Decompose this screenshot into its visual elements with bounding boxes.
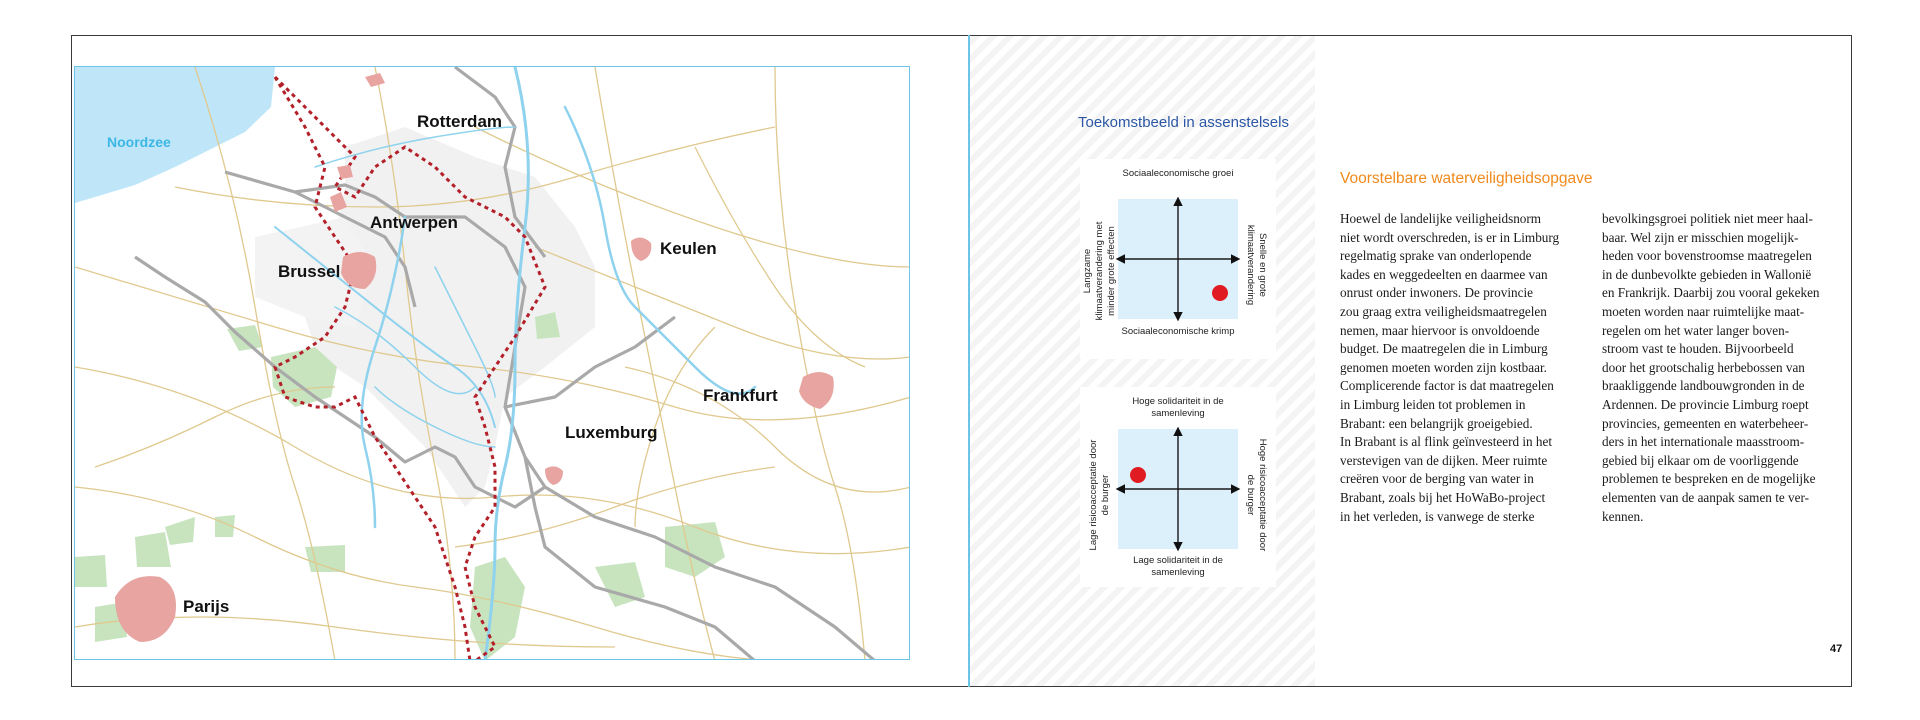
article-line: Complicerende factor is dat maatregelen — [1340, 378, 1554, 394]
article-line: moeten worden naar ruimtelijke maat- — [1602, 303, 1805, 319]
article-line: regelen om het water langer boven- — [1602, 322, 1790, 338]
axis2-right-label — [1244, 435, 1268, 555]
article-line: provincies, gemeenten en waterbeheer- — [1602, 415, 1809, 431]
axes-panel-title: Toekomstbeeld in assenstelsels — [1078, 114, 1289, 131]
sea-area — [75, 67, 275, 203]
article-line: door het grootschalig herbebossen van — [1602, 359, 1805, 375]
axis2-bottom-label: Lage solidariteit in de samenleving — [1133, 555, 1223, 578]
axis2-left-label — [1088, 435, 1112, 555]
article-column-2 — [1602, 210, 1842, 526]
city-label-antwerpen: Antwerpen — [370, 213, 458, 232]
axis1-marker-dot — [1212, 285, 1228, 301]
article-line: niet wordt overschreden, is er in Limburg — [1340, 229, 1560, 245]
axis1-left-label — [1082, 211, 1118, 331]
article-line: heden voor bovenstroomse maatregelen — [1602, 248, 1812, 264]
article-line: creëren voor de berging van water in — [1340, 471, 1534, 487]
axis2-top-label: Hoge solidariteit in de samenleving — [1132, 396, 1224, 419]
city-label-brussel: Brussel — [278, 262, 341, 281]
article-line: gebied bij elkaar om de voorliggende — [1602, 452, 1799, 468]
article-line: stroom vast te houden. Bijvoorbeeld — [1602, 341, 1794, 357]
axis1-top-label: Sociaaleconomische groei — [1122, 168, 1234, 179]
city-label-rotterdam: Rotterdam — [417, 112, 503, 131]
article-line: Brabant, zoals bij het HoWaBo-project — [1340, 489, 1546, 505]
article-line: onrust onder inwoners. De provincie — [1340, 285, 1534, 301]
article-line: verstevigen van de dijken. Meer ruimte — [1340, 452, 1548, 468]
article-line: elementen van de aanpak samen te ver- — [1602, 489, 1809, 505]
city-label-keulen: Keulen — [660, 239, 717, 258]
scenario-axes-2 — [1080, 387, 1276, 587]
article-line: regelmatig sprake van onderlopende — [1340, 248, 1532, 264]
axis1-right-label — [1244, 205, 1268, 325]
article-line: baar. Wel zijn er misschien mogelijk- — [1602, 229, 1799, 245]
article-column-1 — [1340, 210, 1580, 526]
axis1-right-text: Snelle en grote klimaatverandering — [1245, 224, 1268, 306]
article-line: Ardennen. De provincie Limburg roept — [1602, 396, 1809, 412]
article-line: kennen. — [1602, 508, 1644, 524]
article-line: zou graag extra veiligheidsmaatregelen — [1340, 303, 1547, 319]
article-line: Hoewel de landelijke veiligheidsnorm — [1340, 211, 1542, 226]
axis2-marker-dot — [1130, 467, 1146, 483]
article-line: bevolkingsgroei politiek niet meer haal- — [1602, 211, 1813, 226]
city-label-parijs: Parijs — [183, 597, 230, 616]
article-line: in Limburg leiden tot problemen in — [1340, 396, 1526, 412]
map-canvas — [75, 67, 910, 660]
axis1-left-text: Langzame klimaatverandering met minder grote effecten — [1082, 221, 1117, 321]
article-line: problemen te bespreken en de mogelijke — [1602, 471, 1816, 487]
axis2-left-text: Lage risicoacceptatie door de burger — [1088, 439, 1111, 551]
section-title: Voorstelbare waterveiligheidsopgave — [1340, 170, 1593, 187]
axis1-bottom-label: Sociaaleconomische krimp — [1121, 326, 1235, 337]
sea-label: Noordzee — [107, 134, 171, 150]
article-line: ders in het internationale maasstroom- — [1602, 434, 1805, 450]
article-line: in het verleden, is vanwege de sterke — [1340, 508, 1535, 524]
article-line: In Brabant is al flink geïnvesteerd in het — [1340, 434, 1553, 450]
article-line: budget. De maatregelen die in Limburg — [1340, 341, 1548, 357]
article-line: kades en weggedeelten en daarmee van — [1340, 266, 1548, 282]
article-line: braakliggende landbouwgronden in de — [1602, 378, 1805, 394]
river-basin-map — [74, 66, 910, 660]
article-line: en Frankrijk. Daarbij zou vooral gekeken — [1602, 285, 1820, 301]
page-number: 47 — [1830, 643, 1843, 655]
scenario-axes-1 — [1080, 159, 1276, 359]
striped-sidebar-panel — [970, 36, 1315, 686]
city-label-luxemburg: Luxemburg — [565, 423, 658, 442]
article-line: nemen, maar hiervoor is onvoldoende — [1340, 322, 1540, 338]
article-line: genomen moeten worden zijn kostbaar. — [1340, 359, 1547, 375]
city-label-frankfurt: Frankfurt — [703, 386, 778, 405]
article-line: in de dunbevolkte gebieden in Wallonië — [1602, 266, 1812, 282]
axis2-right-text: Hoge risicoacceptatie door de burger — [1245, 438, 1268, 552]
article-line: Brabant: een belangrijk groeigebied. — [1340, 415, 1533, 431]
